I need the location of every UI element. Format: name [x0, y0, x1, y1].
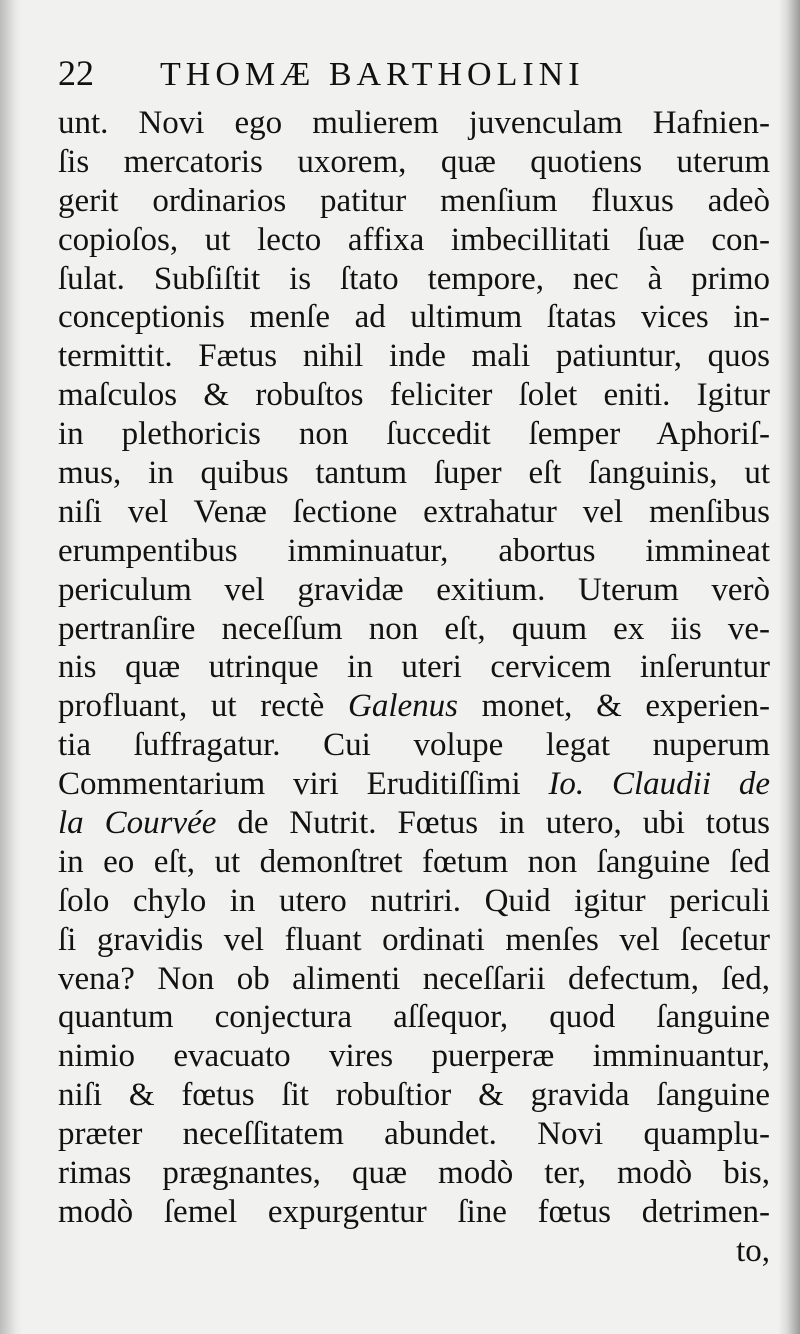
running-head: THOMÆ BARTHOLINI: [160, 56, 585, 93]
text-line: [58, 493, 770, 532]
line-text: ſis mercatoris uxorem, quæ quotiens uterum: [58, 143, 770, 180]
line-text: profluant, ut rectè: [58, 688, 348, 725]
line-text: unt. Novi ego mulierem juvenculam Hafnien-: [58, 105, 770, 141]
text-line: [58, 298, 770, 337]
text-line: [58, 648, 770, 687]
line-text: nimio evacuato vires puerperæ imminuantur,: [58, 1038, 770, 1075]
line-text: ſulat. Subſiſtit is ſtato tempore, nec à primo: [58, 260, 770, 297]
text-line: [58, 1076, 770, 1115]
italic-text: Galenus: [348, 688, 458, 725]
text-line: [58, 104, 770, 143]
text-line: [58, 882, 770, 921]
page-header: [58, 52, 768, 102]
body-text: [58, 104, 770, 1271]
text-line: [58, 1232, 770, 1271]
italic-text: la Courvée: [58, 805, 217, 842]
line-text: to,: [736, 1232, 770, 1269]
text-line: [58, 182, 770, 221]
page-edge-shadow: [778, 0, 800, 1334]
line-text: maſculos & robuſtos feliciter ſolet eniti. Igitur: [58, 377, 770, 414]
text-line: [58, 921, 770, 960]
line-text: quantum conjectura aſſequor, quod ſanguine: [58, 999, 770, 1036]
line-text: pertranſire neceſſum non eſt, quum ex iis ve-: [58, 610, 770, 647]
line-text: in plethoricis non ſuccedit ſemper Aphoriſ-: [58, 416, 770, 453]
italic-text: Io. Claudii de: [548, 766, 770, 803]
text-line: [58, 571, 770, 610]
text-line: [58, 1193, 770, 1232]
line-text: ſolo chylo in utero nutriri. Quid igitur periculi: [58, 882, 770, 919]
line-text: gerit ordinarios patitur menſium fluxus adeò: [58, 182, 770, 219]
text-line: [58, 726, 770, 765]
line-text: niſi & fœtus ſit robuſtior & gravida ſanguine: [58, 1077, 770, 1114]
line-text: tia ſuffragatur. Cui volupe legat nuperum: [58, 727, 770, 764]
text-line: [58, 1115, 770, 1154]
line-text: copioſos, ut lecto affixa imbecillitati ſuæ con-: [58, 221, 770, 258]
line-text: ſi gravidis vel fluant ordinati menſes vel ſecetur: [58, 921, 770, 958]
text-line: [58, 260, 770, 299]
text-line: [58, 1154, 770, 1193]
text-line: [58, 454, 770, 493]
line-text: monet, & experien-: [458, 688, 770, 725]
text-line: [58, 337, 770, 376]
text-line: [58, 143, 770, 182]
line-text: modò ſemel expurgentur ſine fœtus detrimen-: [58, 1193, 770, 1230]
text-line: [58, 610, 770, 649]
text-line: [58, 765, 770, 804]
line-text: de Nutrit. Fœtus in utero, ubi totus: [216, 805, 770, 842]
text-line: [58, 843, 770, 882]
line-text: vena? Non ob alimenti neceſſarii defectum, ſed,: [58, 960, 770, 997]
text-line: [58, 687, 770, 726]
text-line: [58, 1037, 770, 1076]
line-text: periculum vel gravidæ exitium. Uterum verò: [58, 571, 770, 608]
text-line: [58, 415, 770, 454]
text-line: [58, 221, 770, 260]
line-text: rimas prægnantes, quæ modò ter, modò bis,: [58, 1155, 770, 1192]
line-text: in eo eſt, ut demonſtret fœtum non ſanguine ſed: [58, 843, 770, 880]
line-text: conceptionis menſe ad ultimum ſtatas vices in-: [58, 299, 770, 336]
text-line: [58, 532, 770, 571]
line-text: mus, in quibus tantum ſuper eſt ſanguinis, ut: [58, 455, 770, 492]
text-line: [58, 960, 770, 999]
line-text: Commentarium viri Eruditiſſimi: [58, 766, 549, 803]
binding-gutter: [0, 0, 22, 1334]
text-line: [58, 998, 770, 1037]
line-text: præter neceſſitatem abundet. Novi quamplu-: [58, 1116, 770, 1153]
line-text: termittit. Fætus nihil inde mali patiuntur, quos: [58, 338, 770, 375]
text-line: [58, 376, 770, 415]
line-text: niſi vel Venæ ſectione extrahatur vel menſibus: [58, 493, 770, 530]
line-text: erumpentibus imminuatur, abortus immineat: [58, 532, 770, 569]
text-line: [58, 804, 770, 843]
page-number: 22: [58, 53, 94, 93]
line-text: nis quæ utrinque in uteri cervicem inſeruntur: [58, 649, 770, 686]
